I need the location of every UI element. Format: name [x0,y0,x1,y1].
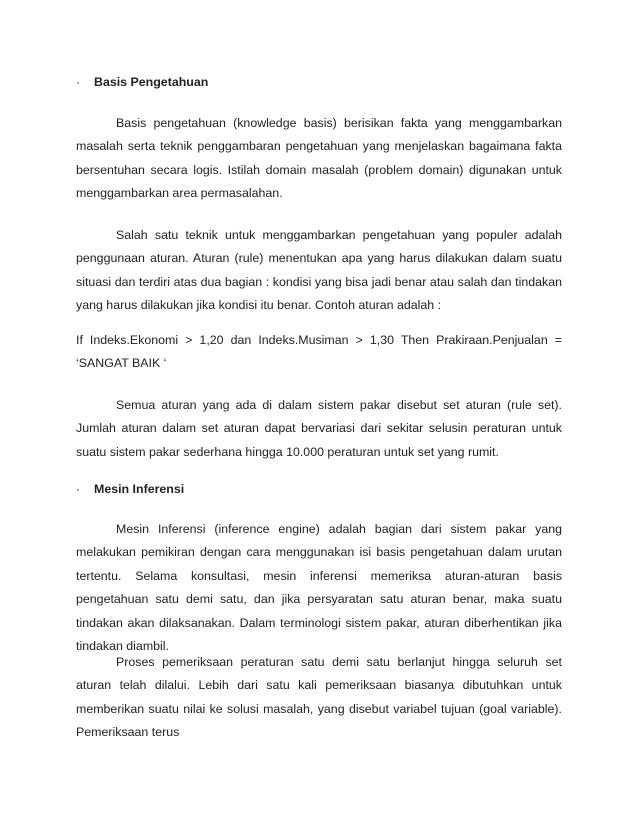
section-heading-basis-pengetahuan [76,74,208,90]
section-title: Mesin Inferensi [94,482,185,496]
paragraph-rule-technique: Salah satu teknik untuk menggambarkan pengetahuan yang populer adalah penggunaan aturan. Aturan (rule) menentukan apa yang harus dilakukan dalam suatu situasi dan terdiri atas dua bagian : kondisi yang bisa jadi benar atau salah dan tindakan yang harus dilakukan jika kondisi itu benar. Contoh aturan adalah : [76,228,562,313]
paragraph-inference-engine-definition: Mesin Inferensi (inference engine) adalah bagian dari sistem pakar yang melakukan pemikiran dengan cara menggunakan isi basis pengetahuan dalam urutan tertentu. Selama konsultasi, mesin inferensi memeriksa aturan-aturan basis pengetahuan satu demi satu, dan jika persyaratan satu aturan benar, maka suatu tindakan akan dilaksanakan. Dalam terminologi sistem pakar, aturan diberhentikan jika tindakan diambil. [76,522,562,654]
paragraph-rule-examination-process: Proses pemeriksaan peraturan satu demi satu berlanjut hingga seluruh set aturan telah dilalui. Lebih dari satu kali pemeriksaan biasanya dibutuhkan untuk memberikan suatu nilai ke solusi masalah, yang disebut variabel tujuan (goal variable). Pemeriksaan terus [76,655,562,740]
paragraph-knowledge-base-definition: Basis pengetahuan (knowledge basis) berisikan fakta yang menggambarkan masalah serta teknik penggambaran pengetahuan yang menjelaskan bagaimana fakta bersentuhan secara logis. Istilah domain masalah (problem domain) digunakan untuk menggambarkan area permasalahan. [76,116,562,201]
section-title: Basis Pengetahuan [94,75,209,89]
paragraph-rule-example: If Indeks.Ekonomi > 1,20 dan Indeks.Musiman > 1,30 Then Prakiraan.Penjualan = ‘SANGAT BAIK ‘ [76,333,562,371]
section-heading-mesin-inferensi [76,481,184,497]
paragraph-rule-set: Semua aturan yang ada di dalam sistem pakar disebut set aturan (rule set). Jumlah aturan dalam set aturan dapat bervariasi dari sekitar selusin peraturan untuk suatu sistem pakar sederhana hingga 10.000 peraturan untuk set yang rumit. [76,398,562,459]
bullet-glyph: · [76,75,81,89]
bullet-glyph: · [76,482,81,496]
